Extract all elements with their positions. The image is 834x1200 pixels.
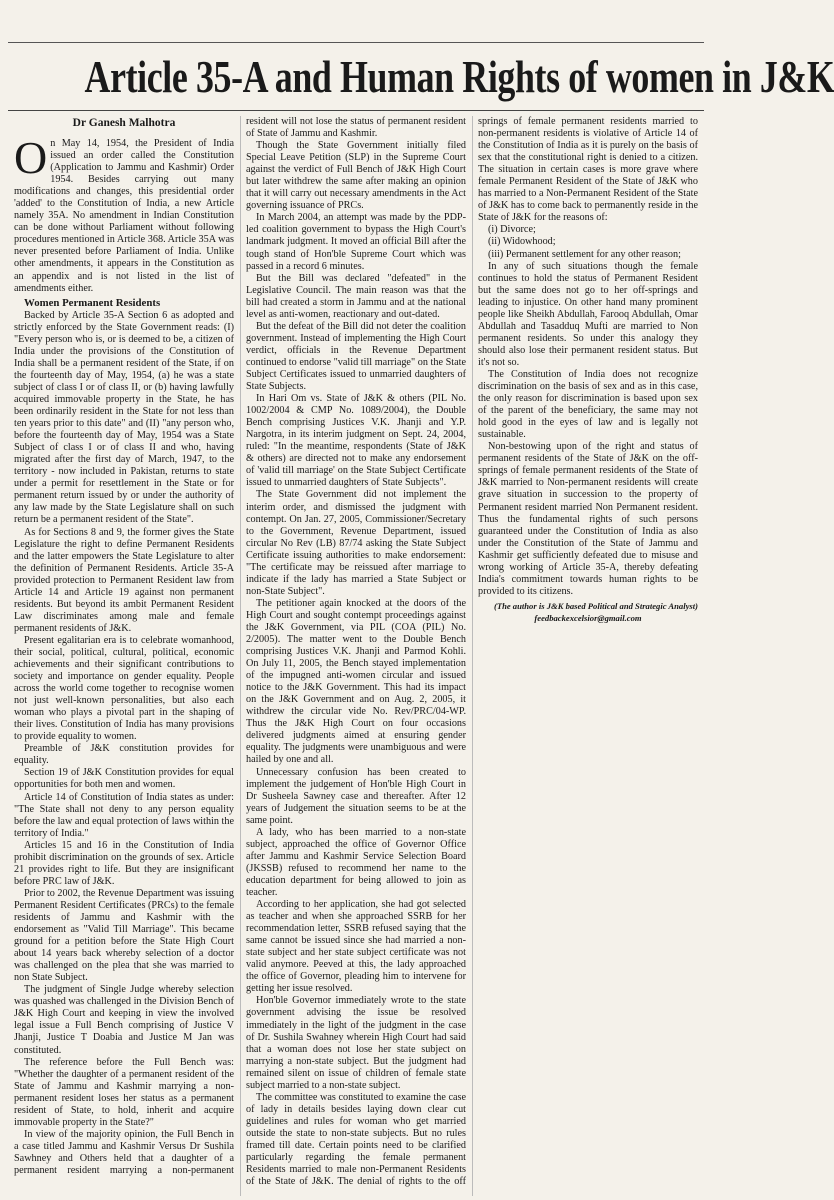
body-paragraph: The reference before the Full Bench was: "Whether the daughter of a permanent resident of the State of Jammu and Kashmir marrying a non-permanent resident loses her status as a permanent resident of State, to hold, inherit and acquire immovable property in the State?" <box>14 1056 234 1128</box>
body-paragraph: Though the State Government initially filed Special Leave Petition (SLP) in the Supreme Court against the verdict of Full Bench of J&K High Court but later withdrew the same after making an opinion that it will carry out necessary amendments in the Act governing issuance of PRCs. <box>246 140 466 212</box>
body-paragraph: As for Sections 8 and 9, the former gives the State Legislature the right to define Permanent Residents and the latter empowers the State Legislature to alter the definition of Permanent Residents. Article 35-A provided protection to Permanent Resident law from Article 14 and Article 19 against non permanent residents. But beyond its ambit Permanent Resident Law discriminates among male and female permanent residents of J&K. <box>14 526 234 634</box>
drop-cap: O <box>14 132 48 183</box>
lead-text: n May 14, 1954, the President of India issued an order called the Constitution (Application to Jammu and Kashmir) Order 1954. Besides carrying out many modifications and changes, this presidential order 'added' to the Constitution of India, a new Article namely 35A. No amendment in Indian Constitution can be done without Parliament without following procedures mentioned in Article 368. Article 35A was never presented before Parliament of India. Unlike other amendments, it appears in the Constitution as an appendix and is not listed in the list of amendments either. <box>14 138 234 294</box>
body-paragraph: The State Government did not implement the interim order, and dismissed the judgment with contempt. On Jan. 27, 2005, Commissioner/Secretary to the Government, Revenue Department, issued circular No Rev (LB) 87/74 asking the State Subject Certificate issuing authorities to make endorsement: "The certificate may be reissued after marriage to indicate if the lady has married a State Subject or non-State Subject". <box>246 489 466 597</box>
body-paragraph: But the Bill was declared "defeated" in the Legislative Council. The main reason was that the bill had created a storm in Jammu and at the national level as anti-women, reactionary and out-dated. <box>246 272 466 320</box>
reason-item: (i) Divorce; <box>488 224 536 236</box>
body-section-3 <box>478 261 698 598</box>
body-paragraph: In any of such situations though the female continues to hold the status of Permanent Resident but the same does not go to her off-springs and leading to injustice. On other hand many prominent people like Sheikh Abdullah, Farooq Abdullah, Omar Abdullah and Tasadduq Mufti are married to Non permanent residents. So under this analogy they should also lose their permanent resident status. But it's not so. <box>478 260 698 368</box>
byline: Dr Ganesh Malhotra <box>72 117 176 129</box>
headline-rule <box>8 110 704 111</box>
reasons-list <box>478 224 698 260</box>
body-paragraph: In March 2004, an attempt was made by the PDP-led coalition government to bypass the High Court's landmark judgment. It moved an official Bill after the tough stand of Hon'ble Supreme Court which was passed in a record 6 minutes. <box>246 212 466 272</box>
body-paragraph: The committee was constituted to examine the case of lady in details besides laying down clear cut guidelines and rules for woman who get married outside the state to non-state subjects. But no rules framed till date. Certain points need to be clarified particularly regarding the female permanent Residents married to male non-Permanent Residents of the State of J&K. The denial of rights to the off springs of female permanent residents married to non-permanent residents is violative of Article 14 of the Constitution of India as it is purely on the basis of sex that the constitutional right is denied to a citizen. The situation in certain cases is more grave where female Permanent Resident of the State of J&K who has married to a Non-Permanent Resident of the State of J&K has to come back to permanently reside in the State of J&K for the reasons of: <box>246 116 698 1188</box>
body-paragraph: Section 19 of J&K Constitution provides for equal opportunities for both men and women. <box>14 767 234 791</box>
body-paragraph: According to her application, she had got selected as teacher and when she approached SSRB for her recommendation letter, SSRB refused saying that the same cannot be issued since she had married a non-state subject and her state subject certificate was not valid anymore. Peeved at this, the lady approached the office of Governor, pleading him to intervene for getting her issue resolved. <box>246 899 466 995</box>
body-paragraph: Hon'ble Governor immediately wrote to the state government advising the issue be resolved immediately in the light of the judgment in the case of Dr. Sushila Swahney wherein High Court had said that a woman does not lose her state subject on marrying a non-state subject. But the judgment had remained silent on issue of children of female state subject married to a non-state subject. <box>246 995 466 1091</box>
reason-item: (iii) Permanent settlement for any other reason; <box>488 248 681 260</box>
body-paragraph: Backed by Article 35-A Section 6 as adopted and strictly enforced by the State Government reads: (I) "Every person who is, or is deemed to be, a citizen of India under the provisions of the Constitution of India shall be a permanent resident of the State, if on the fourteenth day of May, 1954, (a) he was a state subject of class I or of class II, or (b) having lawfully acquired immovable property in the State, he has been ordinarily resident in the State for not less than ten years prior to this date" and (II) "any person who, before the fourteenth day of May, 1954 was a State Subject of class I or of class II and who, having migrated after the first day of March, 1947, to the territory - now included in Pakistan, returns to state under a permit for resettlement in the State or for permanent return issued by or under the authority of any law made by the State Legislature shall on such return be a permanent resident of the State". <box>14 309 234 526</box>
body-paragraph: Present egalitarian era is to celebrate womanhood, their social, political, cultural, political, economic achievements and their significant contributions to society and importance on gender equality. People across the world come together to recognise women not just well-known personalities, but also each woman who plays a pivotal part in the shaping of their lives. Constitution of India has many provisions to provide equality to women. <box>14 634 234 743</box>
body-paragraph: The Constitution of India does not recognize discrimination on the basis of sex and as in this case, the only reason for discrimination is based upon sex of the parent of the beneficiary, the same may not hold good in the eyes of law and is legally not sustainable. <box>478 368 698 441</box>
reason-item: (ii) Widowhood; <box>488 236 556 248</box>
lead-paragraph <box>14 132 234 295</box>
top-rule <box>8 42 704 43</box>
body-paragraph: The judgment of Single Judge whereby selection was quashed was challenged in the Division Bench of J&K High Court and keeping in view the involved legal issue a Full Bench comprising of Justice V Jhanji, Justice T Doabia and Justice M Jan was constituted. <box>14 984 234 1056</box>
body-paragraph: Unnecessary confusion has been created to implement the judgement of Hon'ble High Court in Dr Susheela Sawney case and thereafter. After 12 years of Judgement the situation seems to be at the same point. <box>246 766 466 826</box>
body-paragraph: Non-bestowing upon of the right and status of permanent residents of the State of J&K on the off-springs of female permanent residents of the State of J&K married to Non-permanent residents will create grave situation in succession to the property of Permanent resident married Non Permanent resident. Thus the fundamental rights of such persons guaranteed under the Constitution of India as also under the Constitution of the State of Jammu and Kashmir get sufficiently defeated due to misuse and wrong working of Article 35-A, thereby defeating India's commitment towards human rights to be provided to its citizens. <box>478 441 698 597</box>
body-paragraph: Articles 15 and 16 in the Constitution of India prohibit discrimination on the grounds of sex. Article 21 provides right to life. But they are insignificant before PRC law of J&K. <box>14 839 234 887</box>
feedback-email: feedbackexcelsior@gmail.com <box>534 612 642 623</box>
body-paragraph: Article 14 of Constitution of India states as under: "The State shall not deny to any person equality before the law and equal protection of laws within the territory of India." <box>14 791 234 839</box>
body-paragraph: In view of the majority opinion, the Full Bench in a case titled Jammu and Kashmir Versus Dr Sushila Sawhney and Others held that a daughter of a permanent resident marrying a non-permanent resident will not lose the status of permanent resident of State of Jammu and Kashmir. <box>14 116 466 1176</box>
subhead-women-permanent-residents: Women Permanent Residents <box>24 296 161 309</box>
body-paragraph: A lady, who has been married to a non-state subject, approached the office of Governor Office after Jammu and Kashmir Service Selection Board (JKSSB) refused to recommend her name to the education department for being allowed to join as teacher. <box>246 826 466 898</box>
body-paragraph: In Hari Om vs. State of J&K & others (PIL No. 1002/2004 & CMP No. 1089/2004), the Double Bench comprising Justices V.K. Jhanji and Y.P. Nargotra, in its interim judgment on Sept. 24, 2004, ruled: "In the meantime, respondents (State of J&K & others) are directed not to make any endorsement of 'valid till marriage' on the State Subject Certificate issued to unmarried daughters of State Subjects". <box>246 393 466 489</box>
body-paragraph: Prior to 2002, the Revenue Department was issuing Permanent Resident Certificates (PRCs) to the female residents of Jammu and Kashmir with the endorsement as "Valid Till Marriage". This became ground for a petition before the State High Court about 14 years back whereby selection of a doctor was challenged on the plea that she was married to non State Subject. <box>14 887 234 984</box>
article-headline: Article 35-A and Human Rights of women in J&K <box>84 51 834 102</box>
author-credit: (The author is J&K based Political and Strategic Analyst) <box>493 600 698 611</box>
body-paragraph: Preamble of J&K constitution provides for equality. <box>14 743 234 767</box>
body-paragraph: But the defeat of the Bill did not deter the coalition government. Instead of implementing the High Court verdict, officials in the Revenue Department continued to endorse "valid till marriage" on the State Subject Certificates issued to unmarried daughters of State Subjects. <box>246 320 466 393</box>
article-body <box>14 116 698 1196</box>
body-paragraph: The petitioner again knocked at the doors of the High Court and sought contempt proceedings against the J&K Government, via PIL (COA (PIL) No. 2/2005). The matter went to the Double Bench comprising Justices V.K. Jhanji and Parmod Kohli. On July 11, 2005, the Bench stayed implementation of the impugned anti-women circular and issued notice to the J&K Government. This had its impact on the J&K Government and on Aug. 2, 2005, it withdrew the circular vide No. Rev/PRC/04-WP. Thus the J&K High Court on four occasions delivered judgments aimed at ensuring gender equality. The judgments were unambiguous and were hailed by one and all. <box>246 597 466 766</box>
